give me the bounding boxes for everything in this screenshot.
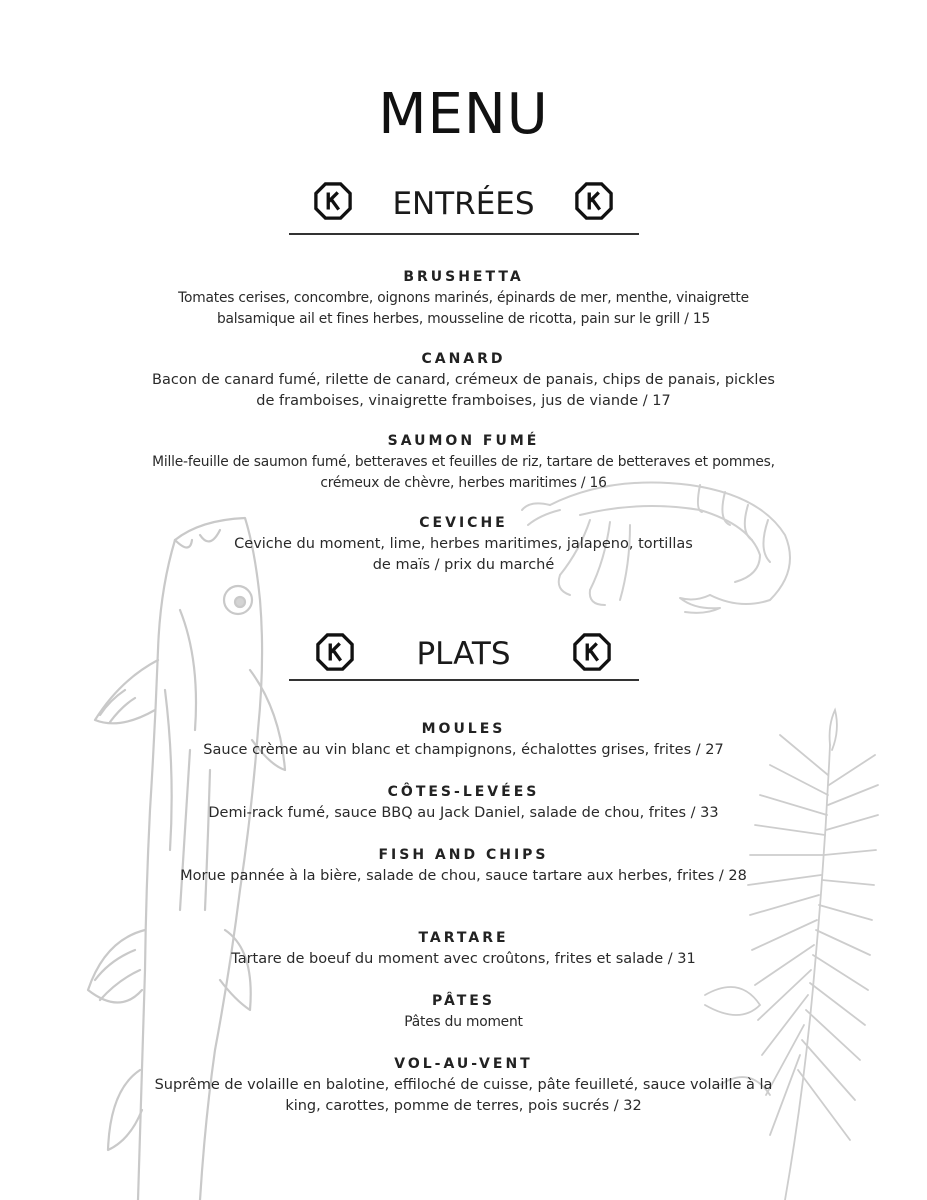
item-name: MOULES <box>421 721 506 737</box>
item-description: Morue pannée à la bière, salade de chou, sauce tartare aux herbes, frites / 28 <box>180 868 747 884</box>
item-description: Pâtes du moment <box>404 1014 523 1030</box>
item-description: Bacon de canard fumé, rilette de canard, crémeux de panais, chips de panais, pickles de framboises, vinaigrette framboises, jus de viande / 17 <box>152 372 775 409</box>
item-name: PÂTES <box>432 993 495 1009</box>
section-divider <box>289 679 639 681</box>
menu-item <box>150 1055 777 1117</box>
menu-item <box>230 514 697 576</box>
item-name: VOL-AU-VENT <box>394 1056 533 1072</box>
section-header-plats <box>0 628 927 688</box>
item-description: Ceviche du moment, lime, herbes maritimes, jalapeno, tortillas de maïs / prix du marché <box>234 536 693 573</box>
menu-item <box>150 929 777 970</box>
menu-item <box>150 720 777 761</box>
item-name: SAUMON FUMÉ <box>387 433 540 449</box>
section-title: PLATS <box>416 636 511 672</box>
menu-item <box>150 350 777 412</box>
item-name: TARTARE <box>418 930 509 946</box>
item-name: CÔTES-LEVÉES <box>387 784 540 800</box>
item-name: BRUSHETTA <box>403 269 524 285</box>
section-divider <box>289 233 639 235</box>
section-header-entrees <box>0 178 927 238</box>
menu-item <box>150 846 777 887</box>
item-name: CEVICHE <box>419 515 508 531</box>
menu-title: MENU <box>378 82 549 147</box>
item-description: Tartare de boeuf du moment avec croûtons, frites et salade / 31 <box>231 951 696 967</box>
item-description: Sauce crème au vin blanc et champignons, échalottes grises, frites / 27 <box>203 742 724 758</box>
section-title: ENTRÉES <box>392 186 535 222</box>
item-name: FISH AND CHIPS <box>378 847 549 863</box>
item-description: Suprême de volaille en balotine, effiloché de cuisse, pâte feuilleté, sauce volaille à la king, carottes, pomme de terres, pois sucrés / 32 <box>154 1077 773 1114</box>
menu-item <box>150 268 777 330</box>
item-description: Mille-feuille de saumon fumé, betteraves et feuilles de riz, tartare de betteraves et pommes, crémeux de chèvre, herbes maritimes / 16 <box>152 454 775 491</box>
menu-item <box>150 432 777 494</box>
menu-item <box>150 783 777 824</box>
k-hexagon-icon <box>575 182 613 220</box>
k-hexagon-icon <box>573 633 611 671</box>
item-name: CANARD <box>421 351 506 367</box>
item-description: Tomates cerises, concombre, oignons marinés, épinards de mer, menthe, vinaigrette balsamique ail et fines herbes, mousseline de ricotta, pain sur le grill / 15 <box>178 290 749 327</box>
item-description: Demi-rack fumé, sauce BBQ au Jack Daniel, salade de chou, frites / 33 <box>208 805 719 821</box>
menu-item <box>150 992 777 1033</box>
